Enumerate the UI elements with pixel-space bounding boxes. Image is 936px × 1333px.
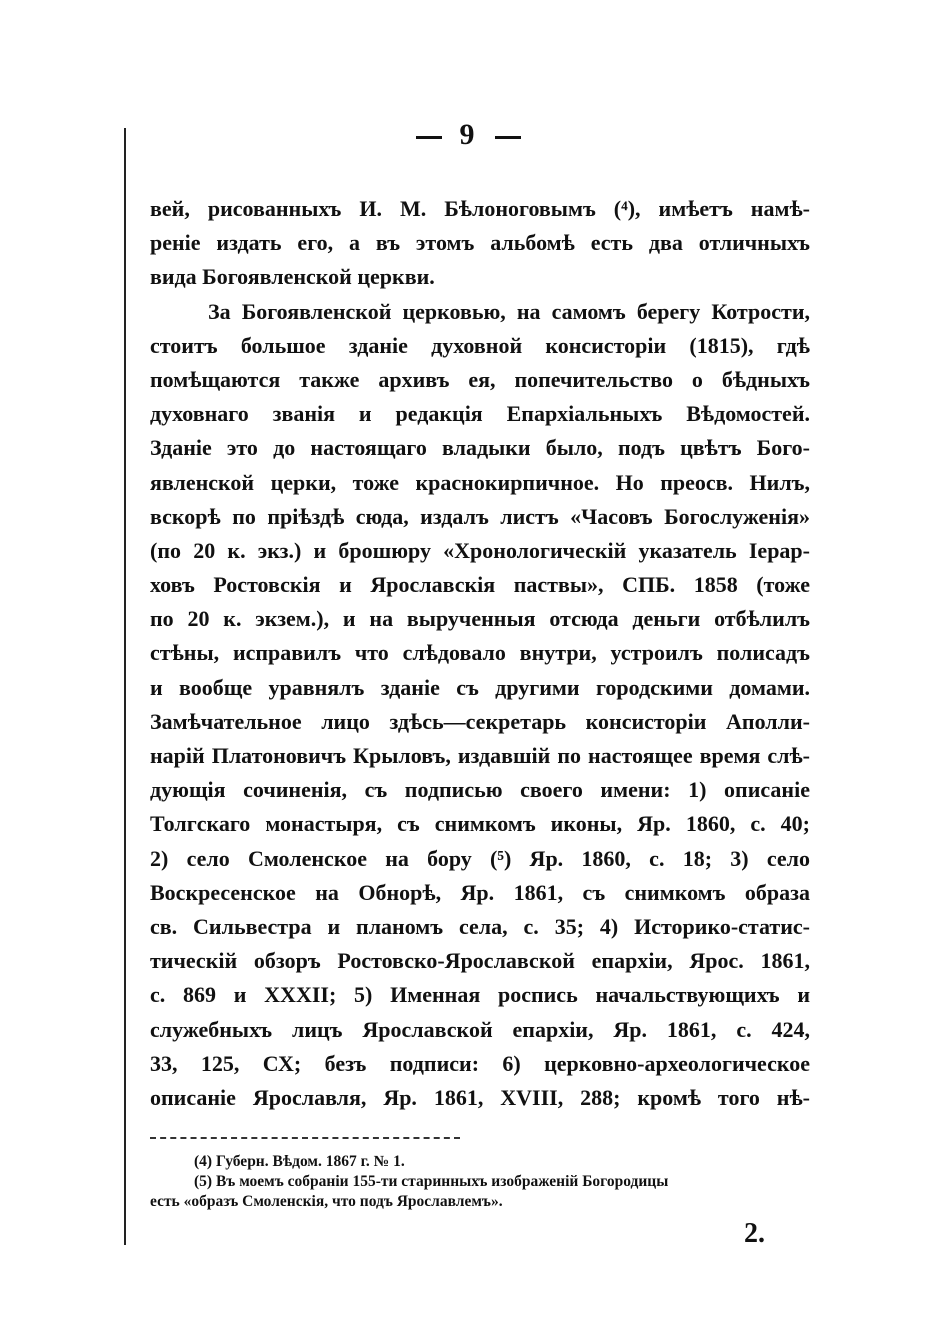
text-line: по 20 к. экзем.), и на вырученныя отсюда деньги отбѣлилъ bbox=[150, 606, 810, 632]
left-dash bbox=[416, 136, 442, 139]
text-line: помѣщаются также архивъ ея, попечительство о бѣдныхъ bbox=[150, 366, 810, 392]
text-line: За Богоявленской церковью, на самомъ берегу Котрости, bbox=[208, 298, 810, 324]
text-line: реніе издать его, а въ этомъ альбомѣ есть два отличныхъ bbox=[150, 230, 810, 256]
text-line: и вообще уравнялъ зданіе съ другими городскими домами. bbox=[150, 674, 810, 700]
margin-line bbox=[124, 128, 126, 1245]
text-line: Воскресенское на Обнорѣ, Яр. 1861, съ снимкомъ образа bbox=[150, 879, 810, 905]
footnote-rule bbox=[150, 1137, 460, 1139]
text-line: духовнаго званія и редакція Епархіальныхъ Вѣдомостей. bbox=[150, 401, 810, 427]
text-line: служебныхъ лицъ Ярославской епархіи, Яр. 1861, с. 424, bbox=[150, 1016, 810, 1042]
text-line: явленской церки, тоже краснокирпичное. Но преосв. Нилъ, bbox=[150, 469, 810, 495]
text-line: ховъ Ростовскія и Ярославскія паствы», СПБ. 1858 (тоже bbox=[150, 572, 810, 598]
text-line: св. Сильвестра и планомъ села, с. 35; 4) Историко-статис- bbox=[150, 913, 810, 939]
text-line: нарій Платоновичъ Крыловъ, издавшій по настоящее время слѣ- bbox=[150, 743, 810, 768]
footnote-5-continued: есть «образъ Смоленскія, что подъ Ярославлемъ». bbox=[150, 1193, 503, 1210]
page-number: 9 bbox=[459, 118, 477, 151]
right-dash bbox=[495, 136, 521, 139]
body-text bbox=[150, 192, 810, 1115]
text-line: стоитъ большое зданіе духовной консисторіи (1815), гдѣ bbox=[150, 332, 810, 358]
text-line: дующія сочиненія, съ подписью своего имени: 1) описаніе bbox=[150, 777, 810, 803]
text-line: вида Богоявленской церкви. bbox=[150, 264, 435, 290]
text-line: стѣны, исправилъ что слѣдовало внутри, устроилъ полисадъ bbox=[150, 640, 810, 666]
page-number-header bbox=[0, 118, 936, 152]
text-line: (по 20 к. экз.) и брошюру «Хронологическій указатель Іерар- bbox=[150, 537, 810, 563]
text-line: вей, рисованныхъ И. М. Бѣлоноговымъ (⁴), имѣетъ намѣ- bbox=[150, 196, 810, 221]
text-line: описаніе Ярославля, Яр. 1861, XVIII, 288; кромѣ того нѣ- bbox=[150, 1084, 810, 1110]
text-line: Толгскаго монастыря, съ снимкомъ иконы, Яр. 1860, с. 40; bbox=[150, 811, 810, 837]
footnote-4: (4) Губерн. Вѣдом. 1867 г. № 1. bbox=[194, 1153, 405, 1170]
text-line: 33, 125, СХ; безъ подписи: 6) церковно-археологическое bbox=[150, 1050, 810, 1076]
text-line: вскорѣ по пріѣздѣ сюда, издалъ листъ «Часовъ Богослуженія» bbox=[150, 503, 810, 529]
text-line: 2) село Смоленское на бору (⁵) Яр. 1860, с. 18; 3) село bbox=[150, 845, 810, 871]
text-line: тическій обзоръ Ростовско-Ярославской епархіи, Ярос. 1861, bbox=[150, 948, 810, 974]
text-line: Зданіе это до настоящаго владыки было, подъ цвѣтъ Бого- bbox=[150, 435, 810, 461]
signature-mark: 2. bbox=[744, 1218, 765, 1249]
text-line: Замѣчательное лицо здѣсь—секретарь консисторіи Аполли- bbox=[150, 708, 810, 734]
footnotes bbox=[150, 1152, 810, 1212]
footnote-5: (5) Въ моемъ собраніи 155-ти старинныхъ изображеній Богородицы bbox=[194, 1173, 669, 1190]
text-line: с. 869 и XXXII; 5) Именная роспись начальствующихъ и bbox=[150, 982, 810, 1008]
